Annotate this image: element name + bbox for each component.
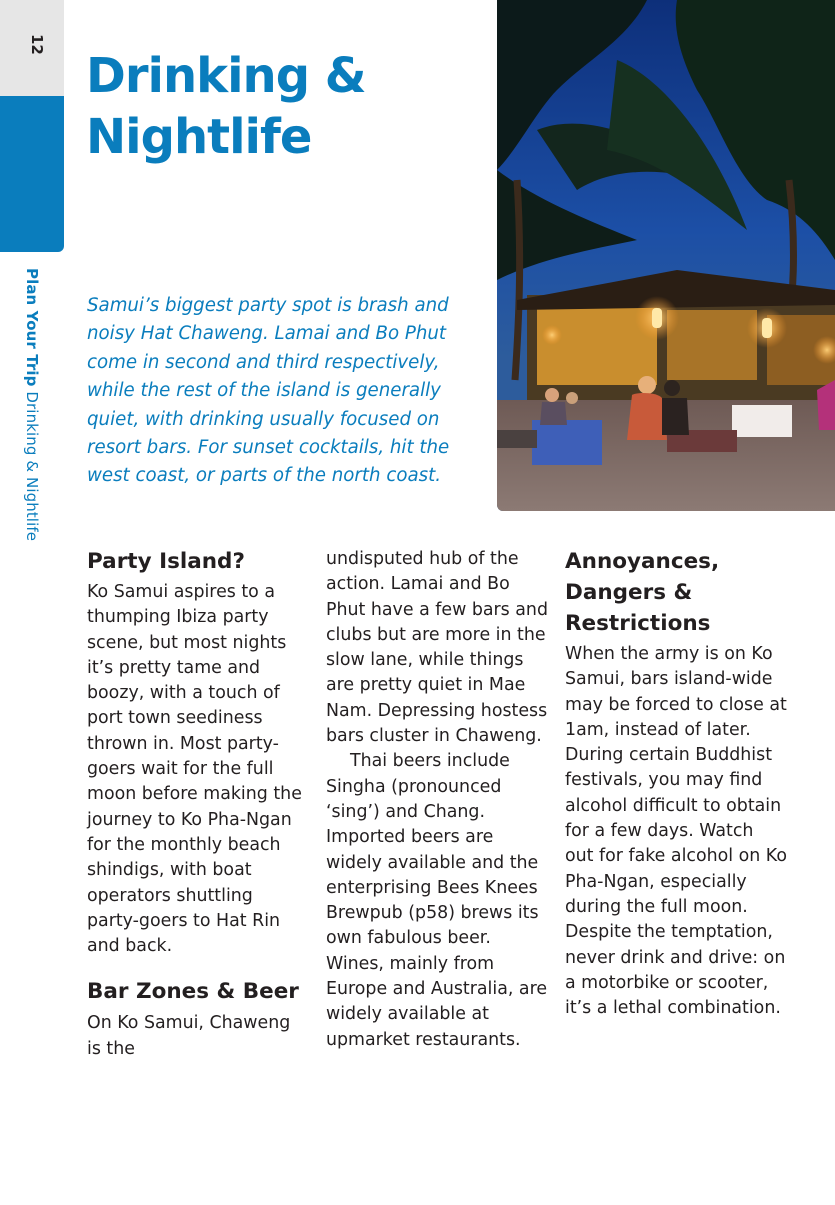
page-title-line1: Drinking & <box>86 48 366 104</box>
column-2 <box>326 547 548 1053</box>
page-number: 12 <box>28 34 46 55</box>
party-island-text: Ko Samui aspires to a thumping Ibiza party scene, but most nights it’s pretty tame and boozy, with a touch of port town seediness thrown in. Most party-goers wait for the full moon before making the journey to Ko Pha-Ngan for the monthly beach shindigs, with boat operators shuttling party-goers to Hat Rin and back. <box>87 582 302 957</box>
thai-beers-text: Thai beers include Singha (pronounced ‘sing’) and Chang. Imported beers are widely available and the enterprising Bees Knees Brewpub (p58) brews its own fabulous beer. Wines, mainly from Europe and Australia, are widely available at upmarket restaurants. <box>326 751 548 1050</box>
column-1 <box>87 546 309 1062</box>
running-header-section: Plan Your Trip <box>23 268 41 387</box>
page-title <box>86 46 486 168</box>
page-title-line2: Nightlife <box>86 109 312 165</box>
section-tab <box>0 96 64 252</box>
column-3 <box>565 546 787 1021</box>
running-header <box>23 268 41 541</box>
heading-bar-zones: Bar Zones & Beer <box>87 979 299 1005</box>
annoyances-text: When the army is on Ko Samui, bars island-wide may be forced to close at 1am, instead of later. During certain Buddhist festivals, you may find alcohol difficult to obtain for a few days. Watch out for fake alcohol on Ko Pha-Ngan, especially during the full moon. Despite the temptation, never drink and drive: on a motorbike or scooter, it’s a lethal combination. <box>565 644 787 1019</box>
bar-zones-text-start: On Ko Samui, Chaweng is the <box>87 1013 291 1059</box>
intro-paragraph: Samui’s biggest party spot is brash and noisy Hat Chaweng. Lamai and Bo Phut come in second and third respectively, while the rest of the island is generally quiet, with drinking usually focused on resort bars. For sunset cocktails, hit the west coast, or parts of the north coast. <box>87 295 450 487</box>
bar-zones-text-cont: undisputed hub of the action. Lamai and Bo Phut have a few bars and clubs but are more in the slow lane, while things are pretty quiet in Mae Nam. Depressing hostess bars cluster in Chaweng. <box>326 549 548 747</box>
heading-annoyances: Annoyances, Dangers & Restrictions <box>565 549 720 636</box>
beach-bar-night-photo <box>497 0 835 511</box>
heading-party-island: Party Island? <box>87 549 245 574</box>
running-header-topic: Drinking & Nightlife <box>23 391 41 542</box>
